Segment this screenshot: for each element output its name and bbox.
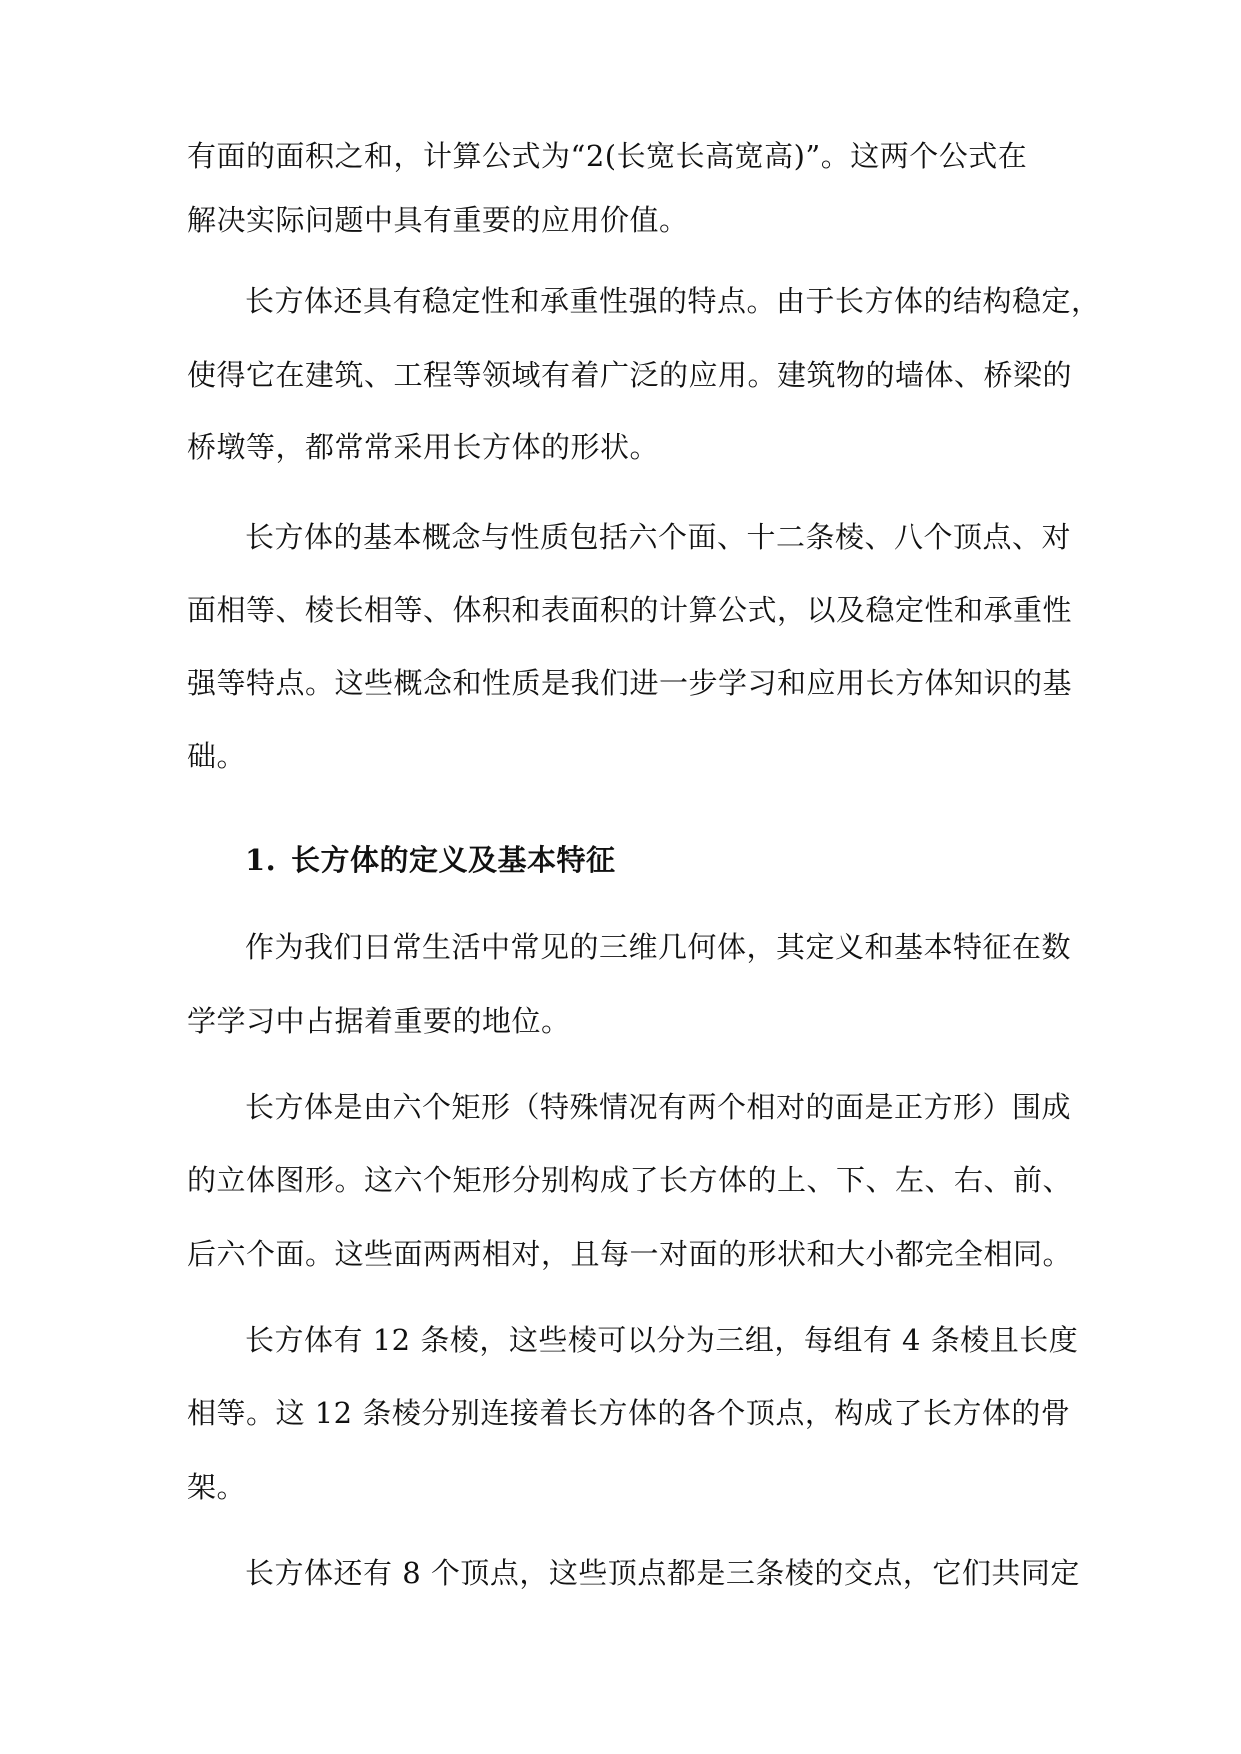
text-line: 解决实际问题中具有重要的应用价值。 — [187, 203, 689, 237]
text-line: 使得它在建筑、工程等领域有着广泛的应用。建筑物的墙体、桥梁的 — [187, 358, 1073, 392]
text-line: 有面的面积之和，计算公式为“2(长宽长高宽高)”。这两个公式在 — [187, 139, 1028, 173]
text-line: 桥墩等，都常常采用长方体的形状。 — [187, 430, 660, 464]
section-heading — [245, 840, 616, 880]
text-line: 础。 — [187, 739, 247, 773]
paragraph-first-line: 长方体的基本概念与性质包括六个面、十二条棱、八个顶点、对 — [245, 520, 1072, 554]
paragraph-first-line: 长方体有 12 条棱，这些棱可以分为三组，每组有 4 条棱且长度 — [245, 1323, 1079, 1357]
text-line: 学学习中占据着重要的地位。 — [187, 1004, 571, 1038]
text-line: 面相等、棱长相等、体积和表面积的计算公式，以及稳定性和承重性 — [187, 593, 1073, 627]
section-heading-number: 1. — [245, 843, 277, 877]
paragraph-first-line: 长方体还具有稳定性和承重性强的特点。由于长方体的结构稳定， — [245, 284, 1101, 318]
paragraph-first-line: 长方体是由六个矩形（特殊情况有两个相对的面是正方形）围成 — [245, 1090, 1072, 1124]
text-line: 后六个面。这些面两两相对，且每一对面的形状和大小都完全相同。 — [187, 1237, 1073, 1271]
text-line: 相等。这 12 条棱分别连接着长方体的各个顶点，构成了长方体的骨 — [187, 1396, 1071, 1430]
text-line: 架。 — [187, 1470, 247, 1504]
paragraph-first-line: 作为我们日常生活中常见的三维几何体，其定义和基本特征在数 — [245, 930, 1072, 964]
text-line: 强等特点。这些概念和性质是我们进一步学习和应用长方体知识的基 — [187, 666, 1073, 700]
paragraph-first-line: 长方体还有 8 个顶点，这些顶点都是三条棱的交点，它们共同定 — [245, 1556, 1080, 1590]
text-line: 的立体图形。这六个矩形分别构成了长方体的上、下、左、右、前、 — [187, 1163, 1073, 1197]
section-heading-title: 长方体的定义及基本特征 — [291, 843, 616, 877]
